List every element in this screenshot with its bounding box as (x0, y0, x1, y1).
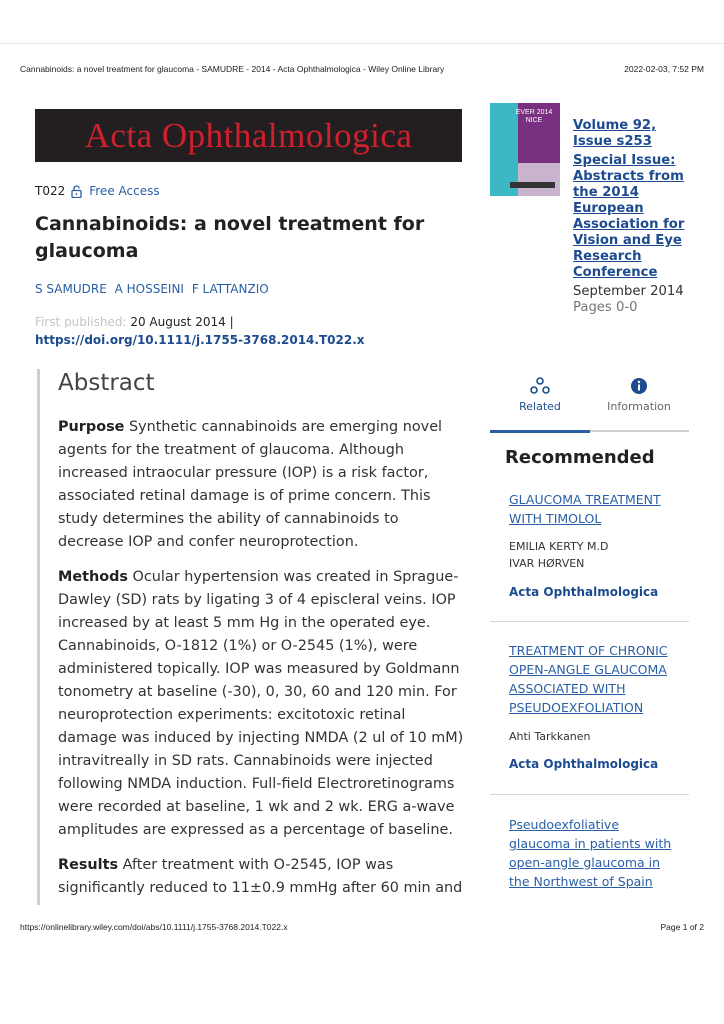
print-header (20, 64, 704, 74)
abstract-results (58, 854, 464, 900)
section-label: Results (58, 857, 119, 873)
section-label: Methods (58, 569, 128, 585)
issue-cover[interactable] (490, 103, 560, 196)
recommended-title-link[interactable]: Pseudoexfoliative glaucoma in patients with open-angle glaucoma in the Northwest of Spain (509, 817, 672, 889)
author-link[interactable]: F LATTANZIO (191, 282, 269, 296)
cover-text: EVER 2014 NICE (515, 109, 553, 124)
tab-label: Information (607, 400, 671, 413)
abstract-purpose (58, 416, 464, 554)
tab-information[interactable] (589, 374, 689, 430)
section-text: After treatment with O-2545, IOP was significantly reduced to 11±0.9 mmHg after 60 min and (58, 857, 463, 896)
abstract-rule (37, 369, 40, 905)
free-access-badge (71, 184, 159, 198)
print-footer-url: https://onlinelibrary.wiley.com/doi/abs/10.1111/j.1755-3768.2014.T022.x (20, 922, 288, 932)
print-header-title: Cannabinoids: a novel treatment for glaucoma - SAMUDRE - 2014 - Acta Ophthalmologica - Wiley Online Library (20, 64, 445, 74)
special-issue-link[interactable]: Special Issue: Abstracts from the 2014 European Association for Vision and Eye Research Conference (573, 153, 685, 280)
recommended-title-link[interactable]: TREATMENT OF CHRONIC OPEN-ANGLE GLAUCOMA ASSOCIATED WITH PSEUDOEXFOLIATION (509, 643, 668, 715)
doi-link[interactable]: https://doi.org/10.1111/j.1755-3768.2014.T022.x (35, 333, 365, 347)
journal-logo-text: Acta Ophthalmologica (84, 116, 413, 155)
print-footer-page: Page 1 of 2 (660, 922, 704, 932)
recommended-heading: Recommended (505, 447, 655, 468)
recommended-item (490, 490, 689, 622)
first-published-date: 20 August 2014 (130, 315, 226, 329)
author-link[interactable]: S SAMUDRE (35, 282, 107, 296)
author-link[interactable]: A HOSSEINI (114, 282, 184, 296)
unlock-icon (71, 185, 82, 198)
issue-pages: Pages 0-0 (573, 300, 638, 315)
print-header-datetime: 2022-02-03, 7:52 PM (624, 64, 704, 74)
publication-info (35, 315, 234, 329)
section-label: Purpose (58, 419, 125, 435)
section-text: Synthetic cannabinoids are emerging novel agents for the treatment of glaucoma. Although increased intraocular pressure (IOP) is a risk factor, associated retinal damage is of prime concern. This study determines the ability of cannabinoids to decrease IOP and confer neuroprotection. (58, 419, 443, 550)
info-icon (630, 377, 648, 395)
article-title: Cannabinoids: a novel treatment for glaucoma (35, 213, 425, 262)
pub-separator: | (229, 315, 234, 329)
issue-info (573, 118, 693, 316)
section-text: Ocular hypertension was created in Sprague-Dawley (SD) rats by ligating 3 of 4 episcleral veins. IOP increased by at least 5 mm Hg in the operated eye. Cannabinoids, O-1812 (1%) or O-2545 (1%), were administered topically. IOP was measured by Goldmann tonometry at baseline (-30), 0, 30, 60 and 120 min. For neuroprotection experiments: excitotoxic retinal damage was induced by injecting NMDA (2 ul of 10 mM) intravitreally in SD rats. Cannabinoids were injected following NMDA induction. Full-field Electroretinograms were recorded at baseline, 1 wk and 2 wk. ERG a-wave amplitudes are expressed as a percentage of baseline. (58, 569, 464, 838)
sidebar-tabs (490, 374, 689, 432)
related-icon (530, 377, 550, 395)
recommended-journal[interactable]: Acta Ophthalmologica (509, 585, 659, 599)
article-code: T022 (35, 184, 66, 198)
free-access-label: Free Access (89, 184, 160, 198)
recommended-author: IVAR HØRVEN (509, 557, 585, 570)
issue-link[interactable]: Issue s253 (573, 134, 652, 149)
recommended-item (490, 641, 689, 795)
recommended-item (490, 815, 689, 905)
issue-date: September 2014 (573, 284, 684, 299)
recommended-author: EMILIA KERTY M.D (509, 540, 609, 553)
recommended-journal[interactable]: Acta Ophthalmologica (509, 757, 659, 771)
print-footer (20, 922, 704, 932)
abstract-heading: Abstract (58, 370, 155, 396)
abstract-body (58, 416, 464, 912)
article-meta (35, 184, 160, 198)
recommended-author: Ahti Tarkkanen (509, 730, 591, 743)
first-published-label: First published: (35, 315, 127, 329)
top-divider (0, 43, 724, 44)
tab-related[interactable] (490, 374, 590, 433)
author-list (35, 282, 273, 296)
volume-link[interactable]: Volume 92, (573, 118, 657, 133)
journal-banner[interactable] (35, 109, 462, 162)
recommended-title-link[interactable]: GLAUCOMA TREATMENT WITH TIMOLOL (509, 492, 661, 526)
abstract-methods (58, 566, 464, 842)
tab-label: Related (519, 400, 561, 413)
